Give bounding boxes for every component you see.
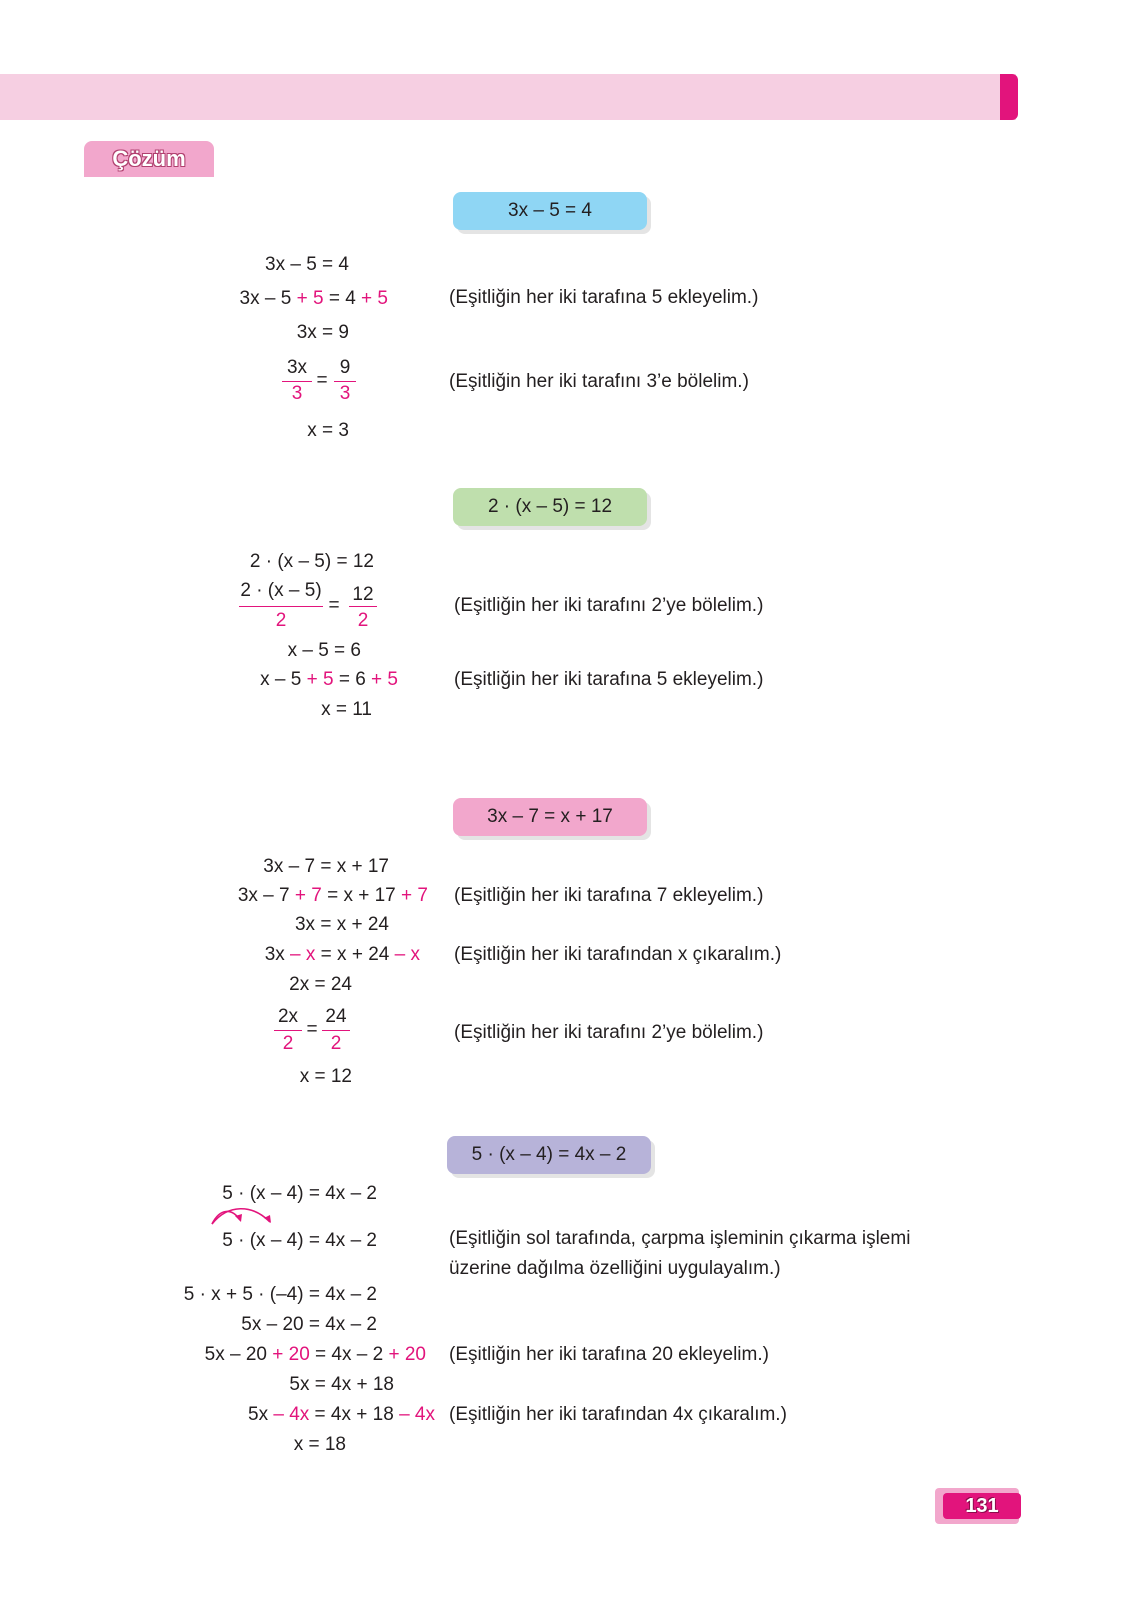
p3-note-3: (Eşitliğin her iki tarafını 2’ye bölelim.) <box>454 1022 764 1043</box>
p2-note-1: (Eşitliğin her iki tarafını 2’ye bölelim.) <box>454 595 764 616</box>
p4-note-1: (Eşitliğin sol tarafında, çarpma işleminin çıkarma işlemi üzerine dağılma özelliğini uygulayalım.) <box>449 1228 911 1279</box>
p3-fraction: 2x 2 = 24 2 <box>274 1006 364 1058</box>
p1-note-2: (Eşitliğin her iki tarafını 3’e bölelim.) <box>449 371 749 392</box>
p3-step-4: 3x – x = x + 24 – x <box>264 944 420 965</box>
p3-step-5: 2x = 24 <box>289 974 352 995</box>
p4-step-6: 5x = 4x + 18 <box>289 1374 394 1395</box>
p2-step-1: 2 · (x – 5) = 12 <box>249 551 374 572</box>
p3-step-2: 3x – 7 + 7 = x + 17 + 7 <box>237 885 428 906</box>
p2-fraction: 2 · (x – 5) 2 = 12 2 <box>239 580 389 632</box>
p3-note-2: (Eşitliğin her iki tarafından x çıkaralım.) <box>454 944 782 965</box>
p2-step-5: x = 11 <box>321 699 372 720</box>
p1-step-1: 3x – 5 = 4 <box>265 254 349 275</box>
p1-step-2: 3x – 5 + 5 = 4 + 5 <box>239 288 388 309</box>
p4-step-1: 5 · (x – 4) = 4x – 2 <box>222 1183 377 1204</box>
p3-note-1: (Eşitliğin her iki tarafına 7 ekleyelim.) <box>454 885 764 906</box>
p4-step-3: 5 · x + 5 · (–4) = 4x – 2 <box>183 1284 377 1305</box>
section-label <box>84 141 214 177</box>
p1-note-1: (Eşitliğin her iki tarafına 5 ekleyelim.) <box>449 287 759 308</box>
equation-pill-3: 3x – 7 = x + 17 <box>453 798 647 836</box>
top-band <box>0 74 1016 120</box>
top-band-tab <box>1000 74 1018 120</box>
p2-step-4: x – 5 + 5 = 6 + 5 <box>260 669 398 690</box>
p4-step-2: 5 · (x – 4) = 4x – 2 <box>222 1230 377 1251</box>
distribution-arrows <box>206 1206 276 1232</box>
p4-step-4: 5x – 20 = 4x – 2 <box>241 1314 377 1335</box>
p4-step-7: 5x – 4x = 4x + 18 – 4x <box>248 1404 435 1425</box>
p2-step-3: x – 5 = 6 <box>287 640 361 661</box>
p1-fraction: 3x 3 = 9 3 <box>282 357 362 407</box>
section-label-text: Çözüm <box>112 146 186 171</box>
equation-pill-4: 5 · (x – 4) = 4x – 2 <box>447 1136 651 1174</box>
p4-step-5: 5x – 20 + 20 = 4x – 2 + 20 <box>204 1344 426 1365</box>
p2-note-2: (Eşitliğin her iki tarafına 5 ekleyelim.) <box>454 669 764 690</box>
page-number: 131 <box>943 1493 1021 1519</box>
p4-step-8: x = 18 <box>293 1434 346 1455</box>
p1-step-3: 3x = 9 <box>296 322 349 343</box>
p3-step-1: 3x – 7 = x + 17 <box>263 856 389 877</box>
equation-pill-2: 2 · (x – 5) = 12 <box>453 488 647 526</box>
p4-note-2: (Eşitliğin her iki tarafına 20 ekleyelim.) <box>449 1344 769 1365</box>
equation-pill-1: 3x – 5 = 4 <box>453 192 647 230</box>
p1-step-5: x = 3 <box>307 420 349 441</box>
p3-step-3: 3x = x + 24 <box>294 914 389 935</box>
p4-note-3: (Eşitliğin her iki tarafından 4x çıkaralım.) <box>449 1404 787 1425</box>
p3-step-7: x = 12 <box>299 1066 352 1087</box>
